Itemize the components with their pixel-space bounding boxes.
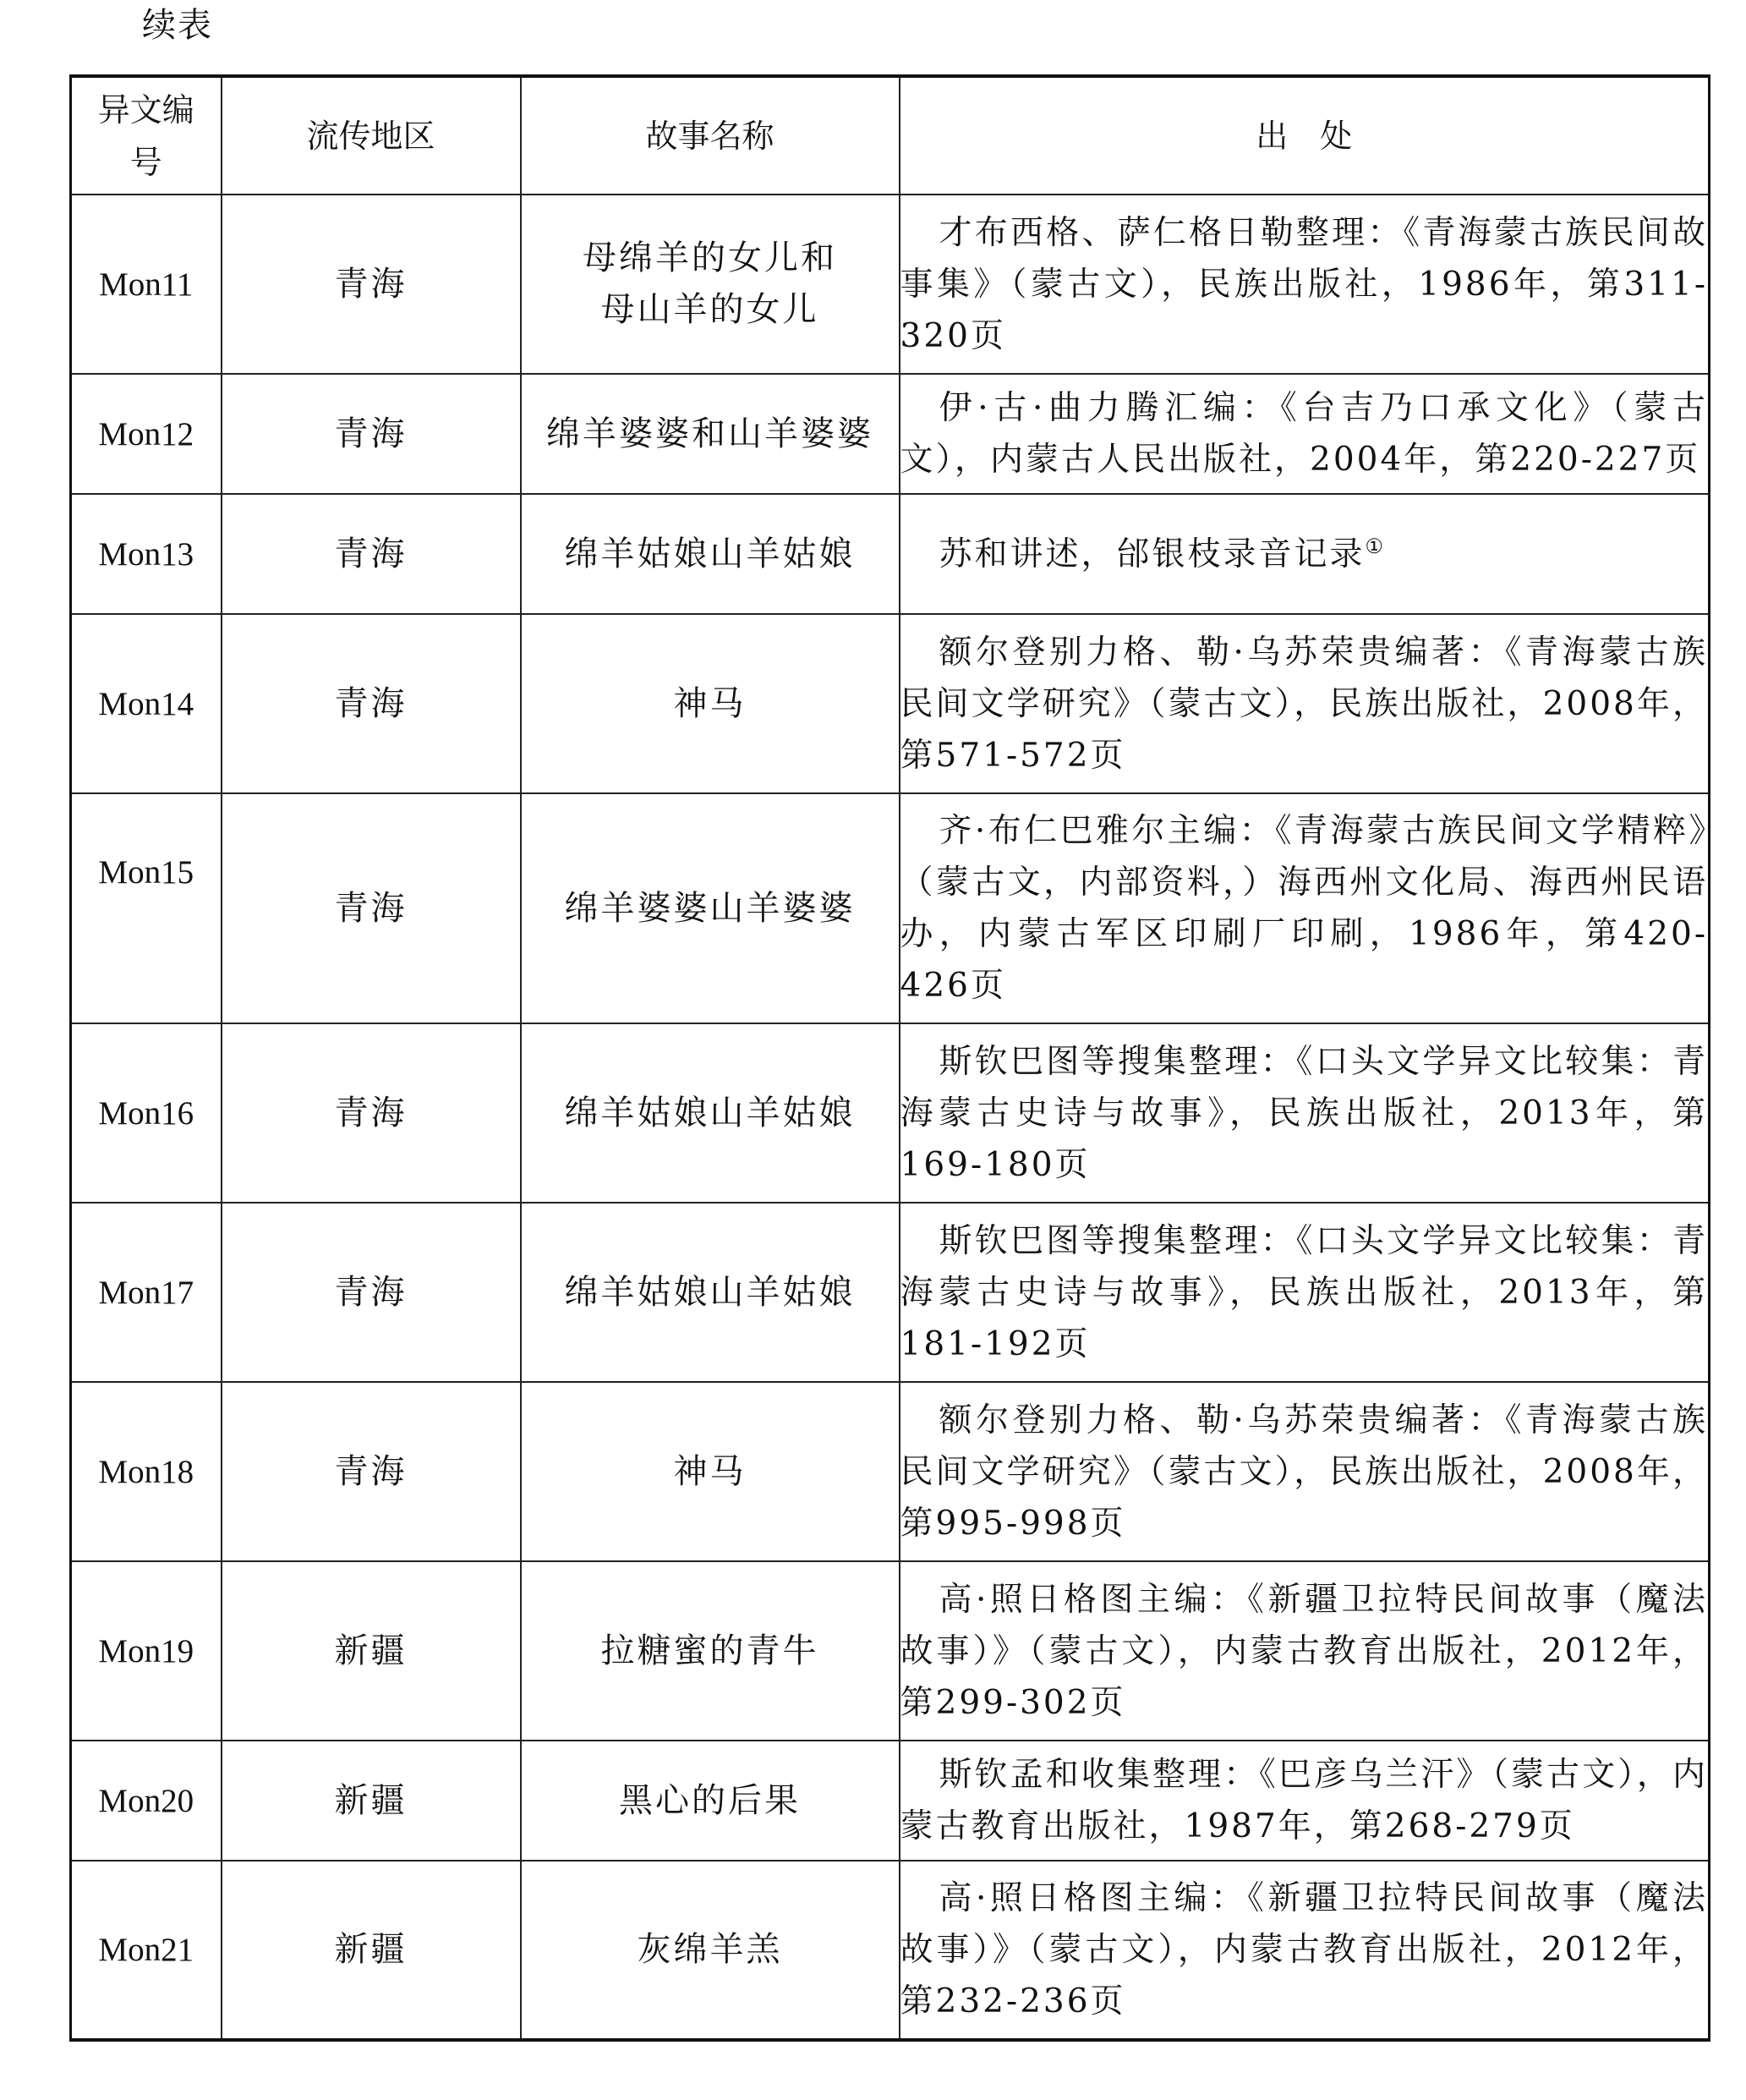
region-cell: 新疆 [222, 1561, 521, 1741]
region-cell: 青海 [222, 1382, 521, 1561]
table-row [71, 195, 1710, 374]
table-row [71, 374, 1710, 494]
source-text: 斯钦巴图等搜集整理：《口头文学异文比较集：青海蒙古史诗与故事》，民族出版社，2013年，第169-180页 [900, 1042, 1708, 1184]
source-cell [900, 1861, 1710, 2040]
story-title-cell: 绵羊姑娘山羊姑娘 [521, 1023, 900, 1203]
story-title-cell: 黑心的后果 [521, 1741, 900, 1861]
region-cell: 新疆 [222, 1861, 521, 2040]
story-title-cell: 绵羊婆婆山羊婆婆 [521, 793, 900, 1023]
source-text: 额尔登别力格、勒·乌苏荣贵编著：《青海蒙古族民间文学研究》（蒙古文），民族出版社，2008年，第995-998页 [900, 1401, 1708, 1543]
region-cell: 青海 [222, 374, 521, 494]
source-cell [900, 1382, 1710, 1561]
table-row [71, 1861, 1710, 2040]
story-title-cell: 绵羊婆婆和山羊婆婆 [521, 374, 900, 494]
variant-id-cell: Mon16 [71, 1023, 222, 1203]
variant-id-cell: Mon20 [71, 1741, 222, 1861]
header-region: 流传地区 [222, 76, 521, 195]
source-cell [900, 494, 1710, 614]
region-cell: 青海 [222, 1023, 521, 1203]
header-row [71, 76, 1710, 195]
source-cell [900, 1023, 1710, 1203]
source-cell [900, 195, 1710, 374]
region-cell: 新疆 [222, 1741, 521, 1861]
table-row [71, 793, 1710, 1023]
table-row [71, 1741, 1710, 1861]
variant-id-cell: Mon21 [71, 1861, 222, 2040]
table-row [71, 494, 1710, 614]
source-text: 伊·古·曲力腾汇编：《台吉乃口承文化》（蒙古文），内蒙古人民出版社，2004年，第220-227页 [900, 389, 1708, 479]
source-text: 高·照日格图主编：《新疆卫拉特民间故事（魔法故事）》（蒙古文），内蒙古教育出版社，2012年，第232-236页 [900, 1879, 1708, 2020]
story-title-cell: 神马 [521, 614, 900, 793]
source-cell [900, 1741, 1710, 1861]
header-source: 出 处 [900, 76, 1710, 195]
source-text [900, 529, 1709, 580]
source-cell [900, 614, 1710, 793]
story-title-cell: 绵羊姑娘山羊姑娘 [521, 1203, 900, 1382]
table-row [71, 614, 1710, 793]
variant-id-cell: Mon18 [71, 1382, 222, 1561]
source-text-body: 苏和讲述，邰银枝录音记录 [939, 535, 1366, 573]
story-title-cell: 灰绵羊羔 [521, 1861, 900, 2040]
table-row [71, 1561, 1710, 1741]
source-text: 才布西格、萨仁格日勒整理：《青海蒙古族民间故事集》（蒙古文），民族出版社，1986年，第311-320页 [900, 213, 1708, 355]
variants-table [69, 74, 1710, 2042]
region-cell: 青海 [222, 494, 521, 614]
story-title-cell: 母绵羊的女儿和母山羊的女儿 [521, 195, 900, 374]
story-title-cell: 拉糖蜜的青牛 [521, 1561, 900, 1741]
source-text: 斯钦孟和收集整理：《巴彦乌兰汗》（蒙古文），内蒙古教育出版社，1987年，第268-279页 [900, 1756, 1708, 1845]
source-text: 斯钦巴图等搜集整理：《口头文学异文比较集：青海蒙古史诗与故事》，民族出版社，2013年，第181-192页 [900, 1221, 1708, 1363]
variant-id-cell: Mon13 [71, 494, 222, 614]
table-row [71, 1203, 1710, 1382]
source-cell [900, 1203, 1710, 1382]
table-row [71, 1023, 1710, 1203]
story-title-cell: 绵羊姑娘山羊姑娘 [521, 494, 900, 614]
source-cell [900, 1561, 1710, 1741]
variant-id-cell: Mon11 [71, 195, 222, 374]
variant-id-cell: Mon19 [71, 1561, 222, 1741]
source-cell [900, 793, 1710, 1023]
source-text: 高·照日格图主编：《新疆卫拉特民间故事（魔法故事）》（蒙古文），内蒙古教育出版社，2012年，第299-302页 [900, 1580, 1708, 1722]
footnote-marker: ① [1365, 534, 1384, 558]
table-caption: 续表 [142, 6, 213, 45]
region-cell: 青海 [222, 793, 521, 1023]
variant-id-cell: Mon12 [71, 374, 222, 494]
source-text: 齐·布仁巴雅尔主编：《青海蒙古族民间文学精粹》（蒙古文，内部资料，）海西州文化局、海西州民语办，内蒙古军区印刷厂印刷，1986年，第420-426页 [900, 812, 1708, 1005]
source-cell [900, 374, 1710, 494]
source-text: 额尔登别力格、勒·乌苏荣贵编著：《青海蒙古族民间文学研究》（蒙古文），民族出版社，2008年，第571-572页 [900, 633, 1708, 775]
variant-id-cell: Mon14 [71, 614, 222, 793]
header-variant-id: 异文编号 [71, 76, 222, 195]
header-story-title: 故事名称 [521, 76, 900, 195]
region-cell: 青海 [222, 195, 521, 374]
story-title-cell: 神马 [521, 1382, 900, 1561]
table-row [71, 1382, 1710, 1561]
region-cell: 青海 [222, 1203, 521, 1382]
region-cell: 青海 [222, 614, 521, 793]
variant-id-cell: Mon17 [71, 1203, 222, 1382]
variant-id-cell: Mon15 [71, 793, 222, 1023]
